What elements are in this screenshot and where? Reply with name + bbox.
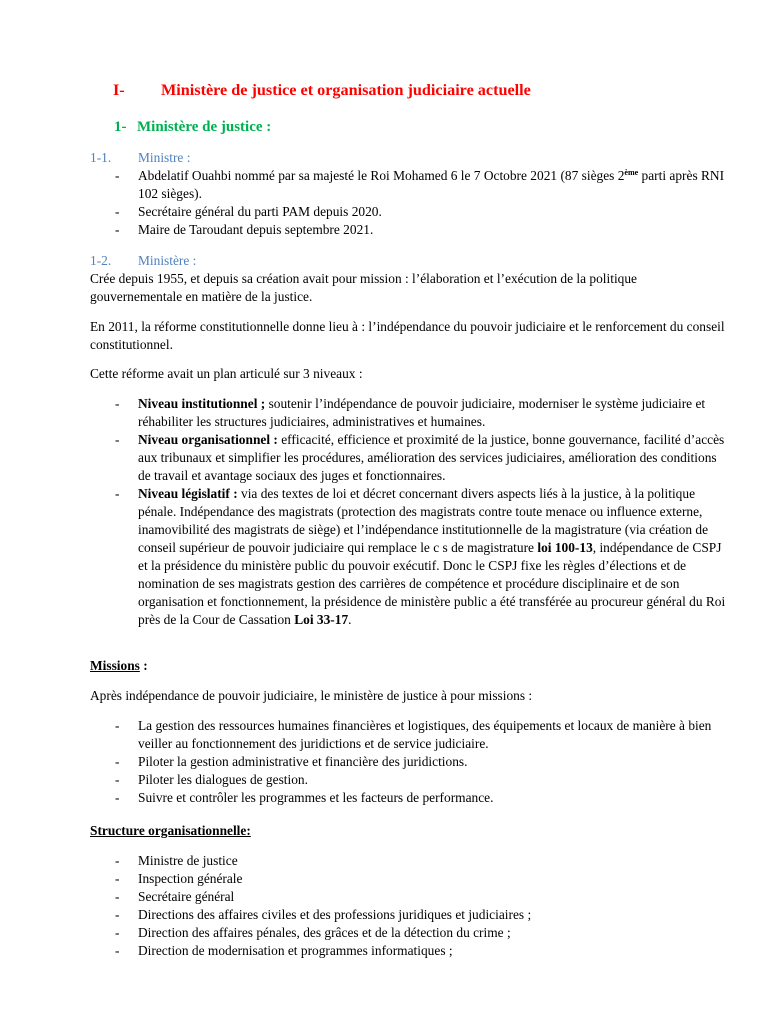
heading-ministry-title: Ministère :	[138, 253, 197, 268]
list-item	[90, 431, 728, 485]
structure-text: Direction de modernisation et programmes informatiques ;	[138, 943, 453, 958]
ministry-intro	[90, 270, 728, 306]
list-item	[90, 789, 728, 807]
missions-intro	[90, 687, 728, 705]
heading-1	[113, 79, 531, 101]
superscript: ème	[624, 168, 639, 177]
list-item	[90, 942, 728, 960]
structure-list	[90, 852, 728, 960]
dash-bullet: -	[115, 486, 120, 501]
missions-title: Missions	[90, 658, 140, 673]
minister-item-text: Secrétaire général du parti PAM depuis 2020.	[138, 204, 382, 219]
list-item	[90, 485, 728, 629]
heading-minister	[90, 149, 190, 167]
paragraph: En 2011, la réforme constitutionnelle donne lieu à : l’indépendance du pouvoir judiciaire et le renforcement du conseil constitutionnel.	[90, 319, 725, 352]
dash-bullet: -	[115, 871, 120, 886]
minister-item-text-cont: parti après RNI 102 sièges).	[138, 168, 725, 201]
level-text: soutenir l’indépendance de pouvoir judiciaire, moderniser le système judiciaire et réhabiliter les structures judiciaires, administratives et humaines.	[138, 396, 706, 429]
structure-text: Directions des affaires civiles et des professions juridiques et judiciaires ;	[138, 907, 532, 922]
minister-list	[90, 167, 728, 239]
dash-bullet: -	[115, 432, 120, 447]
level-label: Niveau institutionnel ;	[138, 396, 266, 411]
dash-bullet: -	[115, 754, 120, 769]
heading-ministry-number: 1-2.	[90, 253, 112, 268]
heading-minister-title: Ministre :	[138, 150, 191, 165]
list-item	[90, 771, 728, 789]
mission-text: Piloter les dialogues de gestion.	[138, 772, 308, 787]
structure-heading	[90, 822, 728, 840]
level-text-cont: , indépendance de CSPJ et la présidence du ministère public du pouvoir exécutif. Donc le CSPJ fixe les règles d’élections et de nomination de ses magistrats gestion des carrières de compétence et procédure disciplinaire et de son organisation et fonctionnement, la présidence de ministère public a été transférée au procureur général du Roi près de la Cour de Cassation	[138, 540, 726, 627]
dash-bullet: -	[115, 772, 120, 787]
level-text-end: .	[348, 612, 352, 627]
dash-bullet: -	[115, 790, 120, 805]
paragraph: Cette réforme avait un plan articulé sur 3 niveaux :	[90, 366, 363, 381]
structure-title: Structure organisationnelle:	[90, 823, 251, 838]
dash-bullet: -	[115, 204, 120, 219]
structure-text: Direction des affaires pénales, des grâces et de la détection du crime ;	[138, 925, 511, 940]
law-reference: Loi 33-17	[294, 612, 349, 627]
missions-list	[90, 717, 728, 807]
heading-ministry	[90, 252, 196, 270]
dash-bullet: -	[115, 889, 120, 904]
mission-text: La gestion des ressources humaines financières et logistiques, des équipements et locaux de manière à bien veiller au fonctionnement des juridictions et de service judiciaire.	[138, 718, 712, 751]
missions-heading	[90, 657, 728, 675]
heading-2-number: 1-	[114, 119, 127, 135]
level-label: Niveau législatif :	[138, 486, 238, 501]
missions-colon: :	[139, 658, 148, 673]
mission-text: Piloter la gestion administrative et financière des juridictions.	[138, 754, 468, 769]
list-item	[90, 852, 728, 870]
list-item	[90, 203, 728, 221]
level-label: Niveau organisationnel :	[138, 432, 278, 447]
dash-bullet: -	[115, 925, 120, 940]
heading-1-number: I-	[113, 81, 125, 99]
structure-text: Inspection générale	[138, 871, 243, 886]
dash-bullet: -	[115, 853, 120, 868]
dash-bullet: -	[115, 907, 120, 922]
heading-minister-number: 1-1.	[90, 150, 112, 165]
level-text: via des textes de loi et décret concernant divers aspects liés à la justice, à la politique pénale. Indépendance des magistrats (protection des magistrats contre toute menace ou influence externe, inamovibilité des magistrats de siège) et l’indépendance institutionnelle de la magistrature (via création de conseil supérieur de pouvoir judiciaire qui remplace le c s de magistrature	[138, 486, 709, 555]
list-item	[90, 906, 728, 924]
list-item	[90, 870, 728, 888]
dash-bullet: -	[115, 168, 120, 183]
heading-2	[114, 117, 271, 137]
dash-bullet: -	[115, 222, 120, 237]
list-item	[90, 221, 728, 239]
structure-text: Ministre de justice	[138, 853, 238, 868]
dash-bullet: -	[115, 943, 120, 958]
levels-list	[90, 395, 728, 629]
list-item	[90, 167, 728, 203]
list-item	[90, 753, 728, 771]
list-item	[90, 888, 728, 906]
heading-2-title: Ministère de justice :	[137, 119, 272, 135]
minister-item-text: Abdelatif Ouahbi nommé par sa majesté le Roi Mohamed 6 le 7 Octobre 2021 (87 sièges 2	[138, 168, 625, 183]
ministry-plan-intro	[90, 365, 728, 383]
heading-1-title: Ministère de justice et organisation judiciaire actuelle	[161, 81, 531, 99]
dash-bullet: -	[115, 718, 120, 733]
paragraph: Après indépendance de pouvoir judiciaire, le ministère de justice à pour missions :	[90, 688, 533, 703]
dash-bullet: -	[115, 396, 120, 411]
paragraph: Crée depuis 1955, et depuis sa création avait pour mission : l’élaboration et l’exécution de la politique gouvernementale en matière de la justice.	[90, 271, 638, 304]
level-text: efficacité, efficience et proximité de la justice, bonne gouvernance, facilité d’accès aux tribunaux et simplifier les procédures, amélioration des services judiciaires, amélioration des conditions de travail et avantage sociaux des juges et fonctionnaires.	[138, 432, 725, 483]
minister-item-text: Maire de Taroudant depuis septembre 2021.	[138, 222, 374, 237]
mission-text: Suivre et contrôler les programmes et les facteurs de performance.	[138, 790, 494, 805]
law-reference: loi 100-13	[537, 540, 593, 555]
list-item	[90, 924, 728, 942]
list-item	[90, 717, 728, 753]
list-item	[90, 395, 728, 431]
ministry-reform	[90, 318, 728, 354]
structure-text: Secrétaire général	[138, 889, 235, 904]
